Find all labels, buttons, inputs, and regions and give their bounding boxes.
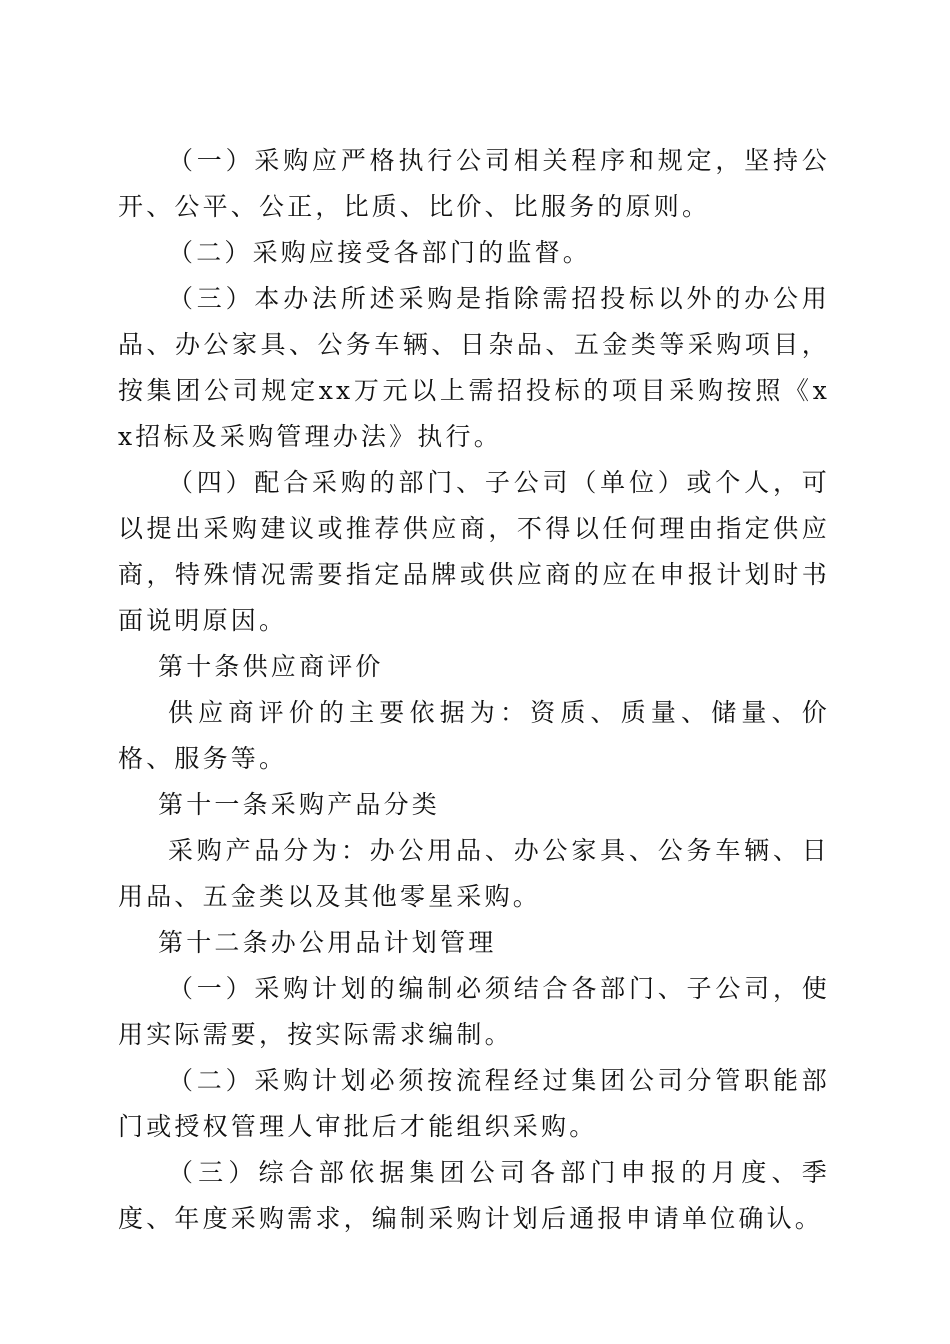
article-11-body: 采购产品分为：办公用品、办公家具、公务车辆、日用品、五金类以及其他零星采购。 bbox=[118, 836, 830, 911]
article-10-body: 供应商评价的主要依据为：资质、质量、储量、价格、服务等。 bbox=[118, 698, 830, 773]
clause-9-item-2: （二）采购应接受各部门的监督。 bbox=[168, 238, 592, 267]
article-10-heading: 第十条供应商评价 bbox=[158, 652, 384, 681]
article-12-item-3: （三）综合部依据集团公司各部门申报的月度、季度、年度采购需求，编制采购计划后通报申请单位确认。 bbox=[118, 1158, 830, 1233]
clause-9-item-3: （三）本办法所述采购是指除需招投标以外的办公用品、办公家具、公务车辆、日杂品、五金类等采购项目，按集团公司规定xx万元以上需招投标的项目采购按照《xx招标及采购管理办法》执行。 bbox=[118, 284, 830, 451]
article-11-heading: 第十一条采购产品分类 bbox=[158, 790, 441, 819]
article-12-item-1: （一）采购计划的编制必须结合各部门、子公司，使用实际需要，按实际需求编制。 bbox=[118, 974, 830, 1049]
clause-9-item-1: （一）采购应严格执行公司相关程序和规定，坚持公开、公平、公正，比质、比价、比服务的原则。 bbox=[118, 146, 830, 221]
document-body bbox=[118, 138, 830, 1242]
clause-9-item-4: （四）配合采购的部门、子公司（单位）或个人，可以提出采购建议或推荐供应商，不得以任何理由指定供应商，特殊情况需要指定品牌或供应商的应在申报计划时书面说明原因。 bbox=[118, 468, 830, 635]
article-12-item-2: （二）采购计划必须按流程经过集团公司分管职能部门或授权管理人审批后才能组织采购。 bbox=[118, 1066, 830, 1141]
article-12-heading: 第十二条办公用品计划管理 bbox=[158, 928, 497, 957]
